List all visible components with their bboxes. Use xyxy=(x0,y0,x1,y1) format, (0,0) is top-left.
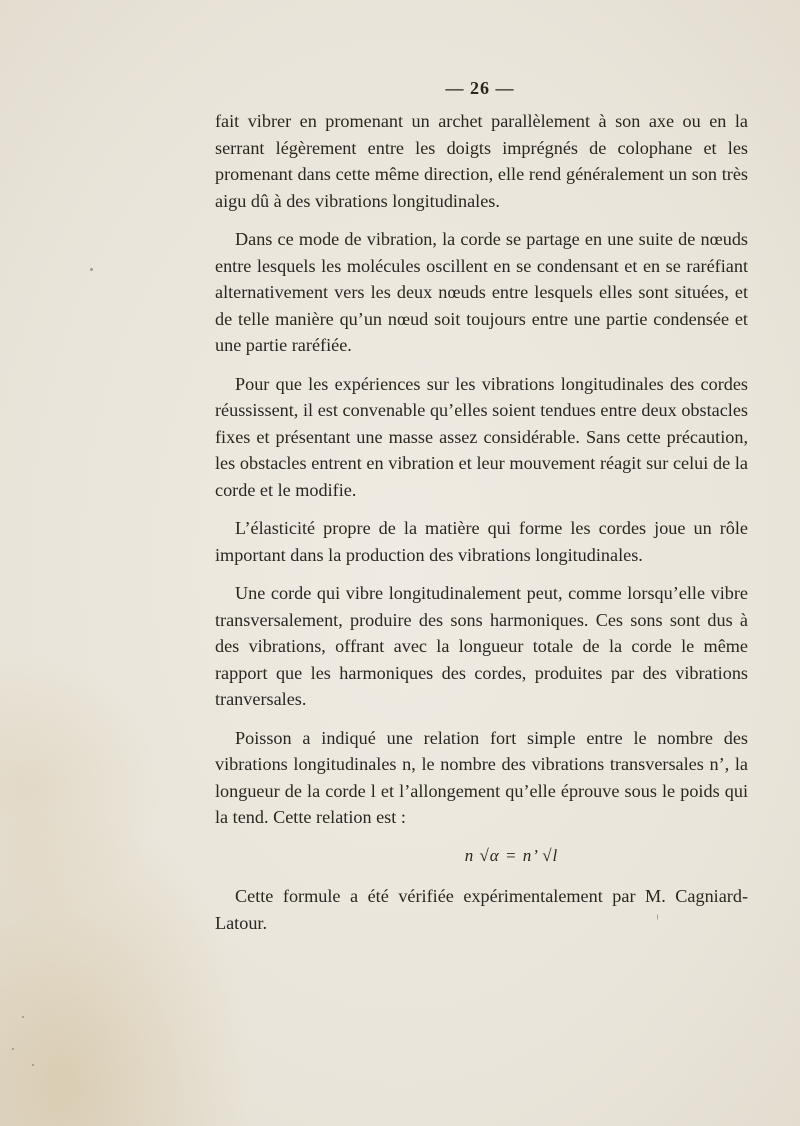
paragraph-5: Une corde qui vibre longitudinalement peut, comme lorsqu’elle vibre transversalement, produire des sons harmoniques. Ces sons sont dus à des vibrations, offrant avec la longueur totale de la corde le même rapport que les harmoniques des cordes, produites par des vibrations tranversales. xyxy=(215,583,748,709)
paragraph-3: Pour que les expériences sur les vibrations longitudinales des cordes réussissent, il est convenable qu’elles soient tendues entre deux obstacles fixes et présentant une masse assez considérable. Sans cette précaution, les obstacles entrent en vibration et leur mouvement réagit sur celui de la corde et le modifie. xyxy=(215,373,748,500)
paragraph-6: Poisson a indiqué une relation fort simple entre le nombre des vibrations longitudinales n, le nombre des vibrations transversales n’, la longueur de la corde l et l’allongement qu’elle éprouve sous le poids qui la tend. Cette relation est : xyxy=(215,727,748,827)
paper-speck xyxy=(12,1048,14,1050)
page-number: — 26 — xyxy=(445,78,515,98)
paragraph-2: Dans ce mode de vibration, la corde se partage en une suite de nœuds entre lesquels les molécules oscillent en se condensant et en se raréfiant alternativement vers les deux nœuds entre lesquels elles sont situées, et de telle manière qu’un nœud soit toujours entre une partie condensée et une partie raréfiée. xyxy=(215,229,748,355)
body-text xyxy=(215,108,748,948)
paper-speck xyxy=(90,268,93,271)
paper-speck xyxy=(657,914,658,920)
paper-speck xyxy=(22,1016,24,1018)
paragraph-1: fait vibrer en promenant un archet parallèlement à son axe ou en la serrant légèrement entre les doigts imprégnés de colophane et les promenant dans cette même direction, elle rend généralement un son très aigu dû à des vibrations longitudinales. xyxy=(215,111,748,211)
paragraph-4: L’élasticité propre de la matière qui forme les cordes joue un rôle important dans la production des vibrations longitudinales. xyxy=(215,518,748,565)
formula: n √α = n’ √l xyxy=(464,845,559,865)
paragraph-closing: Cette formule a été vérifiée expérimentalement par M. Cagniard-Latour. xyxy=(215,886,748,933)
paper-speck xyxy=(32,1064,34,1066)
